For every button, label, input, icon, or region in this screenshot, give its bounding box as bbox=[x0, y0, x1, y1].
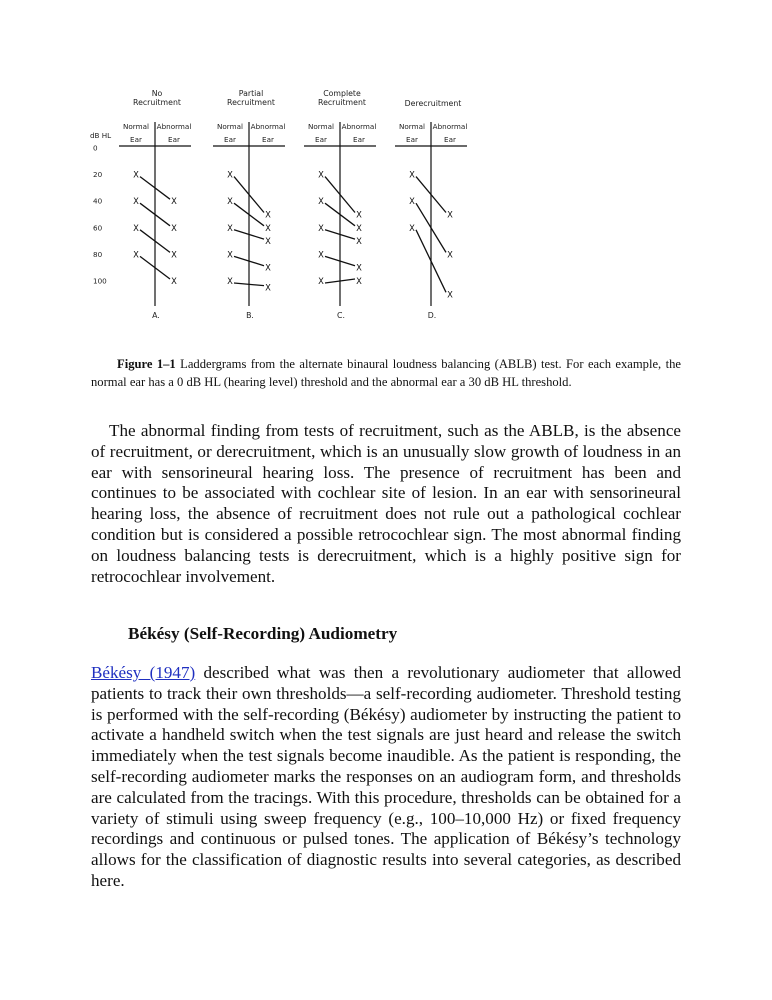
body-paragraph-bekesy-text: described what was then a revolutionary audiometer that allowed patients to track their own thresholds—a self-recording audiometer. Threshold testing is performed with the self-recording (Békésy) audiometer by instructing the patient to activate a handheld switch when the test signals are just heard and release the switch immediately when the test signals become inaudible. As the patient is responding, the self-recording audiometer marks the responses on an audiogram form, and thresholds are calculated from the tracings. With this procedure, thresholds can be obtained for a variety of stimuli using sweep frequency (e.g., 100–10,000 Hz) or fixed frequency recordings and continuous or pulsed tones. The application of Békésy’s technology allows for the classification of diagnostic results into several categories, as described here. bbox=[91, 663, 681, 890]
abnormal-ear-header: Abnormal bbox=[432, 122, 468, 131]
normal-ear-marker: X bbox=[409, 222, 415, 233]
abnormal-ear-header: Abnormal bbox=[156, 122, 192, 131]
normal-ear-marker: X bbox=[318, 249, 324, 260]
y-tick-label: 60 bbox=[93, 223, 103, 233]
abnormal-ear-marker: X bbox=[171, 276, 177, 286]
abnormal-ear-marker: X bbox=[171, 222, 177, 233]
normal-ear-header: Ear bbox=[315, 135, 327, 144]
abnormal-ear-marker: X bbox=[265, 222, 271, 233]
normal-ear-marker: X bbox=[227, 169, 233, 180]
normal-ear-marker: X bbox=[227, 196, 233, 207]
normal-ear-header: Normal bbox=[307, 122, 335, 131]
abnormal-ear-marker: X bbox=[447, 209, 453, 220]
laddergram-svg bbox=[82, 82, 502, 330]
normal-ear-header: Normal bbox=[122, 122, 150, 131]
panel-letter: C. bbox=[337, 311, 345, 320]
abnormal-ear-marker: X bbox=[447, 289, 453, 300]
y-tick-label: 40 bbox=[93, 196, 103, 206]
panel-title: Recruitment bbox=[133, 98, 181, 107]
figure-caption-text: Laddergrams from the alternate binaural loudness balancing (ABLB) test. For each example, the normal ear has a 0 dB HL (hearing level) threshold and the abnormal ear a 30 dB HL threshold. bbox=[91, 357, 681, 389]
section-heading: Békésy (Self-Recording) Audiometry bbox=[128, 624, 398, 643]
normal-ear-header: Normal bbox=[398, 122, 426, 131]
normal-ear-marker: X bbox=[133, 169, 139, 180]
abnormal-ear-marker: X bbox=[265, 282, 271, 293]
normal-ear-marker: X bbox=[227, 276, 233, 286]
abnormal-ear-header: Ear bbox=[444, 135, 456, 144]
abnormal-ear-header: Ear bbox=[168, 135, 180, 144]
body-paragraph-recruitment: The abnormal finding from tests of recruitment, such as the ABLB, is the absence of recruitment, or derecruitment, which is an unusually slow growth of loudness in an ear with sensorineural hearing loss. The presence of recruitment has been and continues to be associated with cochlear site of lesion. In an ear with sensorineural hearing loss, the absence of recruitment does not rule out a pathological cochlear condition but is considered a possible retrocochlear sign. The most abnormal finding on loudness balancing tests is derecruitment, which is a highly positive sign for retrocochlear involvement. bbox=[91, 421, 681, 586]
y-tick-label: 80 bbox=[93, 249, 103, 259]
abnormal-ear-header: Ear bbox=[353, 135, 365, 144]
figure-caption bbox=[91, 355, 681, 391]
laddergram-figure bbox=[82, 82, 502, 330]
abnormal-ear-marker: X bbox=[356, 276, 362, 286]
y-tick-label: 20 bbox=[93, 170, 103, 180]
y-axis-label: dB HL bbox=[90, 131, 112, 140]
citation-link-bekesy-1947[interactable]: Békésy (1947) bbox=[91, 663, 196, 682]
abnormal-ear-marker: X bbox=[356, 262, 362, 273]
normal-ear-marker: X bbox=[133, 222, 139, 233]
abnormal-ear-marker: X bbox=[356, 222, 362, 233]
abnormal-ear-header: Ear bbox=[262, 135, 274, 144]
abnormal-ear-header: Abnormal bbox=[250, 122, 286, 131]
panel-title: No bbox=[151, 89, 163, 98]
normal-ear-header: Normal bbox=[216, 122, 244, 131]
panel-letter: D. bbox=[427, 311, 437, 320]
abnormal-ear-marker: X bbox=[265, 262, 271, 273]
normal-ear-marker: X bbox=[227, 222, 233, 233]
abnormal-ear-marker: X bbox=[265, 209, 271, 220]
normal-ear-marker: X bbox=[227, 249, 233, 260]
abnormal-ear-marker: X bbox=[171, 249, 177, 260]
normal-ear-marker: X bbox=[318, 196, 324, 207]
abnormal-ear-marker: X bbox=[447, 249, 453, 260]
abnormal-ear-marker: X bbox=[356, 236, 362, 247]
panel-title: Derecruitment bbox=[404, 99, 462, 108]
normal-ear-marker: X bbox=[318, 276, 324, 286]
normal-ear-marker: X bbox=[133, 196, 139, 207]
y-tick-label: 100 bbox=[93, 276, 107, 286]
body-paragraph-bekesy bbox=[91, 663, 681, 892]
normal-ear-marker: X bbox=[318, 222, 324, 233]
normal-ear-header: Ear bbox=[130, 135, 142, 144]
abnormal-ear-header: Abnormal bbox=[341, 122, 377, 131]
abnormal-ear-marker: X bbox=[356, 209, 362, 220]
abnormal-ear-marker: X bbox=[265, 236, 271, 247]
panel-title: Recruitment bbox=[227, 98, 275, 107]
y-tick-label: 0 bbox=[93, 143, 98, 153]
panel-letter: B. bbox=[246, 311, 254, 320]
normal-ear-marker: X bbox=[409, 196, 415, 207]
normal-ear-header: Ear bbox=[406, 135, 418, 144]
panel-title: Complete bbox=[323, 89, 361, 98]
panel-letter: A. bbox=[152, 311, 160, 320]
normal-ear-marker: X bbox=[409, 169, 415, 180]
abnormal-ear-marker: X bbox=[171, 196, 177, 207]
panel-title: Recruitment bbox=[318, 98, 366, 107]
panel-title: Partial bbox=[238, 89, 264, 98]
figure-label: Figure 1–1 bbox=[117, 357, 176, 371]
normal-ear-header: Ear bbox=[224, 135, 236, 144]
normal-ear-marker: X bbox=[318, 169, 324, 180]
normal-ear-marker: X bbox=[133, 249, 139, 260]
